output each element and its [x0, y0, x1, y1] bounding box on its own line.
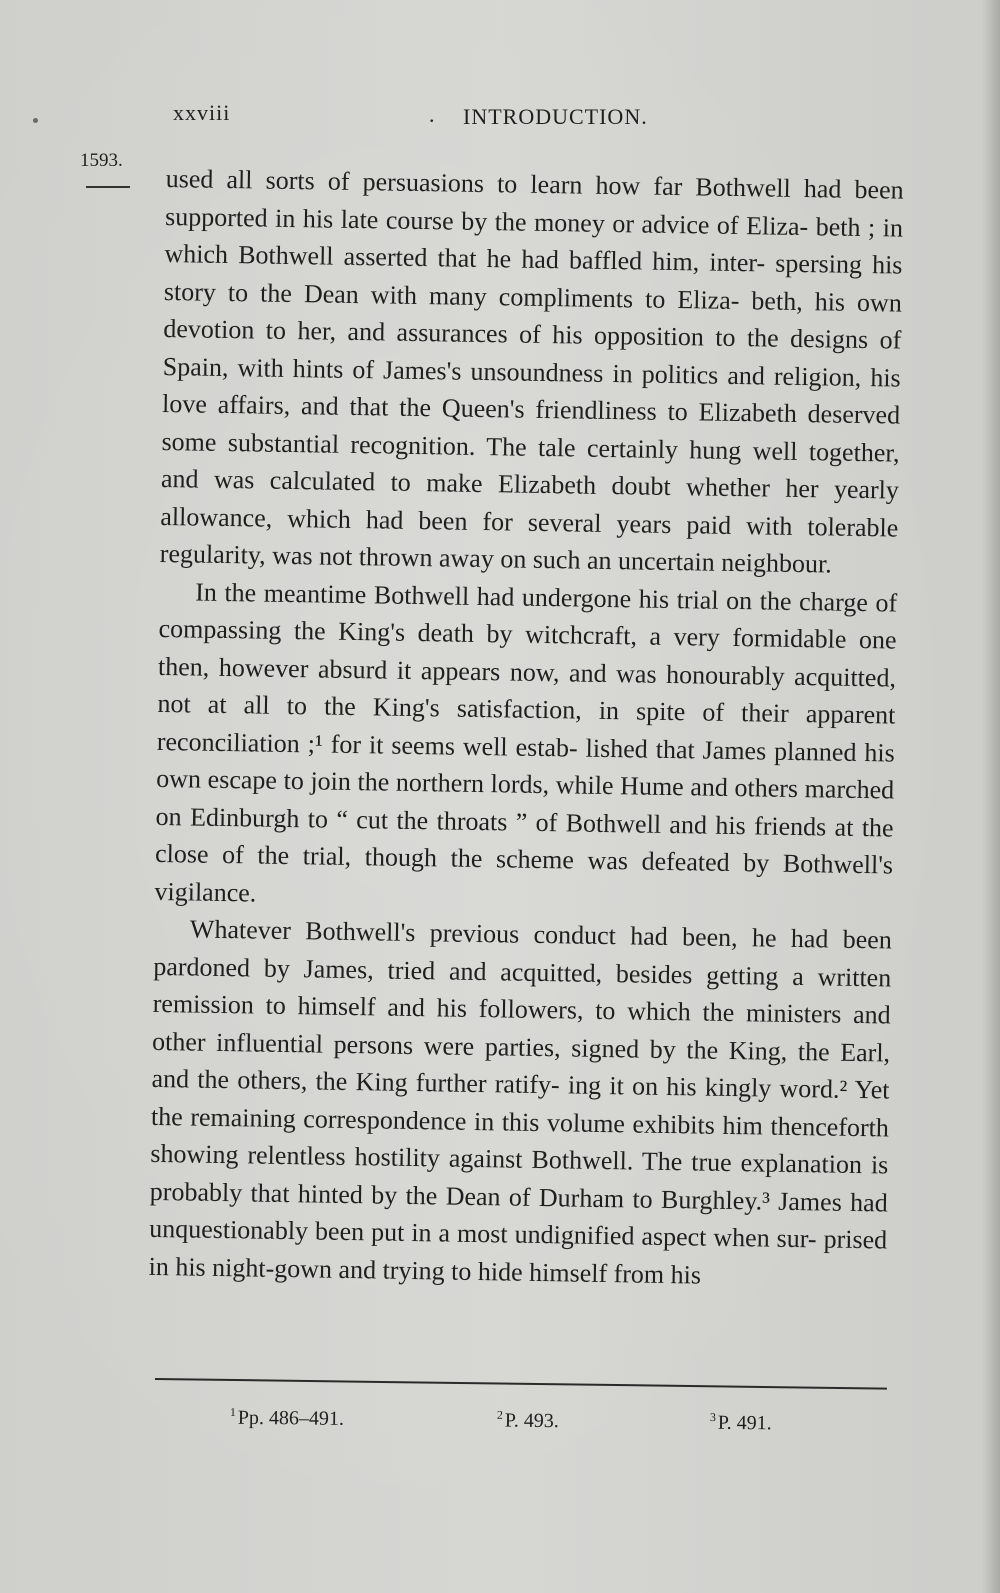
paper-speck [33, 118, 38, 123]
margin-year-rule [86, 186, 130, 188]
paragraph-3: Whatever Bothwell's previous conduct had been, he had been pardoned by James, tried and acquitted, besides getting a written remission to himself and his followers, to which the ministers and other influential persons were parties, signed by the King, the Earl, and the others, the King further ratify- ing it on his kingly word.² Yet the remaining correspondence in this volume exhibits him thenceforth showing relentless hostility against Bothwell. The true explanation is probably that hinted by the Dean of Durham to Burghley.³ James had unquestionably been put in a most undignified aspect when sur- prised in his night-gown and trying to hide himself from his [148, 914, 893, 1290]
running-head [173, 100, 873, 134]
footnote-1-text: Pp. 486–491. [237, 1406, 345, 1430]
paragraph-1: used all sorts of persuasions to learn how far Bothwell had been supported in his late course by the money or advice of Eliza- beth ; in which Bothwell asserted that he had baffled him, inter- spersing his story to the Dean with many compliments to Eliza- beth, his own devotion to her, and assurances of his opposition to the designs of Spain, with hints of James's unsoundness in politics and religion, his love affairs, and that the Queen's friendliness to Elizabeth deserved some substantial recognition. The tale certainly hung well together, and was calculated to make Elizabeth doubt whether her yearly allowance, which had been for several years paid with tolerable regularity, was not thrown away on such an uncertain neighbour. [159, 163, 904, 579]
footnote-2 [497, 1408, 559, 1433]
footnote-1 [230, 1405, 344, 1431]
footnote-3-text: P. 491. [717, 1411, 772, 1435]
paragraph-2: In the meantime Bothwell had undergone his trial on the charge of compassing the King's death by witchcraft, a very formidable one then, however absurd it appears now, and was honourably acquitted, not at all to the King's satisfaction, in spite of their apparent reconciliation ;¹ for it seems well estab- lished that James planned his own escape to join the northern lords, while Hume and others marched on Edinburgh to “ cut the throats ” of Bothwell and his friends at the close of the trial, though the scheme was defeated by Bothwell's vigilance. [154, 577, 898, 908]
footnote-3-marker: 3 [709, 1410, 716, 1425]
margin-year: 1593. [80, 150, 123, 171]
body-text [148, 160, 904, 1296]
page-edge-shadow [982, 0, 1000, 1593]
footnote-rule [155, 1378, 887, 1390]
header-separator: . [429, 102, 436, 127]
footnote-2-text: P. 493. [504, 1409, 559, 1433]
footnote-1-marker: 1 [229, 1405, 236, 1420]
footnote-3 [710, 1410, 772, 1435]
page-number: xxviii [173, 100, 231, 125]
footnote-2-marker: 2 [496, 1407, 503, 1422]
running-title: INTRODUCTION. [463, 104, 648, 129]
footnotes [230, 1405, 850, 1451]
